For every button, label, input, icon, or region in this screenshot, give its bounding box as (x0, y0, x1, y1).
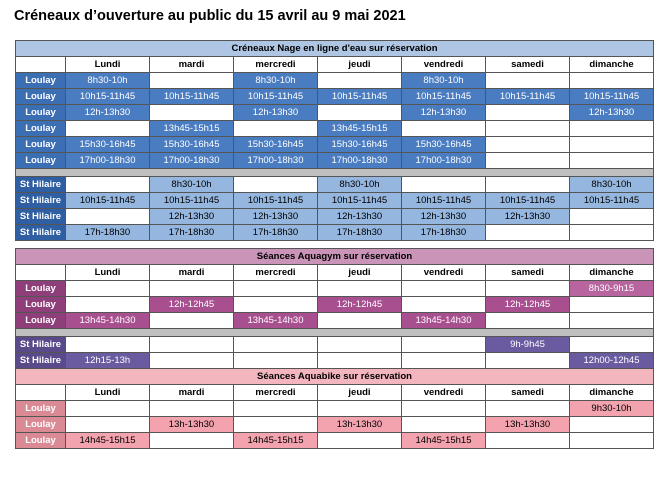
slot-cell: 13h45-14h30 (234, 313, 318, 329)
slot-cell: 14h45-15h15 (402, 433, 486, 449)
location-cell: Loulay (16, 153, 66, 169)
location-cell: Loulay (16, 105, 66, 121)
slot-cell: 10h15-11h45 (318, 89, 402, 105)
slot-cell (486, 433, 570, 449)
slot-cell (318, 337, 402, 353)
slot-cell: 12h-13h30 (570, 105, 654, 121)
slot-cell: 12h-13h30 (486, 209, 570, 225)
aquabike-section-header: Séances Aquabike sur réservation (16, 369, 654, 385)
slot-cell (150, 281, 234, 297)
slot-cell (150, 433, 234, 449)
slot-cell (570, 417, 654, 433)
slot-cell (402, 281, 486, 297)
slot-cell (570, 121, 654, 137)
slot-cell: 12h-13h30 (402, 209, 486, 225)
slot-cell (486, 105, 570, 121)
slot-cell: 12h-13h30 (402, 105, 486, 121)
location-cell: St Hilaire (16, 337, 66, 353)
slot-cell (234, 121, 318, 137)
slot-cell (486, 281, 570, 297)
slot-cell (570, 313, 654, 329)
slot-cell: 17h-18h30 (66, 225, 150, 241)
table-row (16, 433, 654, 449)
slot-cell: 13h45-15h15 (318, 121, 402, 137)
slot-cell (570, 137, 654, 153)
slot-cell: 8h30-10h (66, 73, 150, 89)
table-row (16, 89, 654, 105)
table-row (16, 209, 654, 225)
schedule-table (15, 40, 654, 449)
table-row (16, 193, 654, 209)
slot-cell (150, 105, 234, 121)
slot-cell: 10h15-11h45 (150, 193, 234, 209)
slot-cell: 12h00-12h45 (570, 353, 654, 369)
slot-cell: 12h-12h45 (486, 297, 570, 313)
slot-cell (234, 281, 318, 297)
slot-cell (402, 337, 486, 353)
slot-cell: 17h-18h30 (402, 225, 486, 241)
slot-cell (318, 105, 402, 121)
location-cell: St Hilaire (16, 353, 66, 369)
slot-cell: 17h-18h30 (234, 225, 318, 241)
slot-cell: 15h30-16h45 (66, 137, 150, 153)
slot-cell: 17h00-18h30 (150, 153, 234, 169)
slot-cell (234, 417, 318, 433)
day-header-2: mercredi (234, 385, 318, 401)
slot-cell: 13h-13h30 (318, 417, 402, 433)
slot-cell (150, 337, 234, 353)
slot-cell: 13h45-14h30 (402, 313, 486, 329)
slot-cell: 12h-13h30 (66, 105, 150, 121)
day-header-4: vendredi (402, 57, 486, 73)
slot-cell: 10h15-11h45 (66, 193, 150, 209)
slot-cell: 13h-13h30 (150, 417, 234, 433)
day-header-5: samedi (486, 57, 570, 73)
day-header-5: samedi (486, 385, 570, 401)
separator-row (16, 169, 654, 177)
slot-cell: 10h15-11h45 (234, 193, 318, 209)
slot-cell: 12h-12h45 (318, 297, 402, 313)
slot-cell: 15h30-16h45 (234, 137, 318, 153)
location-cell: Loulay (16, 89, 66, 105)
slot-cell (66, 209, 150, 225)
slot-cell (318, 401, 402, 417)
slot-cell: 12h-13h30 (234, 105, 318, 121)
slot-cell: 8h30-10h (402, 73, 486, 89)
slot-cell: 9h30-10h (570, 401, 654, 417)
slot-cell (486, 313, 570, 329)
location-cell: Loulay (16, 313, 66, 329)
location-cell: Loulay (16, 297, 66, 313)
slot-cell (318, 281, 402, 297)
slot-cell: 10h15-11h45 (486, 89, 570, 105)
separator-row (16, 241, 654, 249)
slot-cell (66, 297, 150, 313)
slot-cell: 8h30-10h (570, 177, 654, 193)
day-header-4: vendredi (402, 385, 486, 401)
slot-cell (402, 401, 486, 417)
page-title: Créneaux d’ouverture au public du 15 avril au 9 mai 2021 (14, 8, 406, 24)
slot-cell: 13h-13h30 (486, 417, 570, 433)
slot-cell: 10h15-11h45 (66, 89, 150, 105)
day-header-2: mercredi (234, 57, 318, 73)
slot-cell: 17h00-18h30 (234, 153, 318, 169)
slot-cell (486, 401, 570, 417)
table-row (16, 297, 654, 313)
slot-cell: 15h30-16h45 (318, 137, 402, 153)
slot-cell: 10h15-11h45 (486, 193, 570, 209)
slot-cell (570, 337, 654, 353)
slot-cell (234, 337, 318, 353)
slot-cell: 12h-12h45 (150, 297, 234, 313)
slot-cell: 8h30-10h (150, 177, 234, 193)
day-header-1: mardi (150, 265, 234, 281)
slot-cell (570, 73, 654, 89)
slot-cell: 14h45-15h15 (234, 433, 318, 449)
table-row (16, 177, 654, 193)
slot-cell (66, 401, 150, 417)
day-header-6: dimanche (570, 265, 654, 281)
table-row (16, 105, 654, 121)
slot-cell (234, 401, 318, 417)
corner-cell (16, 265, 66, 281)
slot-cell (66, 417, 150, 433)
slot-cell: 10h15-11h45 (402, 193, 486, 209)
location-cell: Loulay (16, 433, 66, 449)
location-cell: St Hilaire (16, 177, 66, 193)
nage-section-header: Créneaux Nage en ligne d'eau sur réservation (16, 41, 654, 57)
slot-cell (486, 121, 570, 137)
separator-row (16, 329, 654, 337)
table-row (16, 401, 654, 417)
slot-cell: 15h30-16h45 (402, 137, 486, 153)
corner-cell (16, 57, 66, 73)
day-header-6: dimanche (570, 57, 654, 73)
location-cell: St Hilaire (16, 193, 66, 209)
slot-cell (66, 177, 150, 193)
slot-cell (570, 297, 654, 313)
slot-cell (402, 297, 486, 313)
slot-cell (150, 313, 234, 329)
slot-cell (486, 177, 570, 193)
slot-cell: 12h15-13h (66, 353, 150, 369)
slot-cell: 8h30-10h (234, 73, 318, 89)
table-row (16, 417, 654, 433)
day-header-0: Lundi (66, 57, 150, 73)
table-row (16, 137, 654, 153)
slot-cell: 17h-18h30 (150, 225, 234, 241)
slot-cell (486, 73, 570, 89)
slot-cell (402, 177, 486, 193)
corner-cell (16, 385, 66, 401)
location-cell: St Hilaire (16, 225, 66, 241)
slot-cell (318, 353, 402, 369)
table-row (16, 353, 654, 369)
table-row (16, 121, 654, 137)
slot-cell: 12h-13h30 (318, 209, 402, 225)
day-header-4: vendredi (402, 265, 486, 281)
slot-cell: 17h00-18h30 (66, 153, 150, 169)
table-row (16, 337, 654, 353)
slot-cell (570, 153, 654, 169)
slot-cell: 17h00-18h30 (318, 153, 402, 169)
slot-cell (486, 225, 570, 241)
slot-cell: 12h-13h30 (150, 209, 234, 225)
slot-cell (570, 209, 654, 225)
slot-cell: 17h-18h30 (318, 225, 402, 241)
slot-cell (66, 281, 150, 297)
day-header-1: mardi (150, 57, 234, 73)
location-cell: Loulay (16, 281, 66, 297)
slot-cell (234, 177, 318, 193)
slot-cell (150, 401, 234, 417)
location-cell: Loulay (16, 73, 66, 89)
slot-cell: 17h00-18h30 (402, 153, 486, 169)
slot-cell: 10h15-11h45 (570, 193, 654, 209)
slot-cell: 10h15-11h45 (150, 89, 234, 105)
slot-cell: 15h30-16h45 (150, 137, 234, 153)
slot-cell (318, 433, 402, 449)
day-header-6: dimanche (570, 385, 654, 401)
aquagym-section-header: Séances Aquagym sur réservation (16, 249, 654, 265)
slot-cell (318, 313, 402, 329)
day-header-1: mardi (150, 385, 234, 401)
slot-cell (66, 121, 150, 137)
day-header-0: Lundi (66, 265, 150, 281)
day-header-3: jeudi (318, 265, 402, 281)
slot-cell (570, 433, 654, 449)
day-header-3: jeudi (318, 57, 402, 73)
slot-cell (402, 417, 486, 433)
table-row (16, 73, 654, 89)
slot-cell: 10h15-11h45 (570, 89, 654, 105)
slot-cell (234, 297, 318, 313)
table-row (16, 153, 654, 169)
location-cell: St Hilaire (16, 209, 66, 225)
slot-cell: 10h15-11h45 (234, 89, 318, 105)
slot-cell (486, 353, 570, 369)
slot-cell: 8h30-10h (318, 177, 402, 193)
slot-cell (486, 153, 570, 169)
slot-cell (150, 353, 234, 369)
slot-cell: 12h-13h30 (234, 209, 318, 225)
slot-cell: 14h45-15h15 (66, 433, 150, 449)
day-header-0: Lundi (66, 385, 150, 401)
day-header-3: jeudi (318, 385, 402, 401)
location-cell: Loulay (16, 137, 66, 153)
slot-cell (402, 353, 486, 369)
slot-cell (150, 73, 234, 89)
day-header-5: samedi (486, 265, 570, 281)
slot-cell (570, 225, 654, 241)
location-cell: Loulay (16, 401, 66, 417)
slot-cell (318, 73, 402, 89)
table-row (16, 313, 654, 329)
location-cell: Loulay (16, 121, 66, 137)
day-header-2: mercredi (234, 265, 318, 281)
table-row (16, 225, 654, 241)
slot-cell (66, 337, 150, 353)
slot-cell: 13h45-14h30 (66, 313, 150, 329)
slot-cell (402, 121, 486, 137)
location-cell: Loulay (16, 417, 66, 433)
slot-cell: 10h15-11h45 (402, 89, 486, 105)
slot-cell: 9h-9h45 (486, 337, 570, 353)
table-row (16, 281, 654, 297)
slot-cell: 10h15-11h45 (318, 193, 402, 209)
slot-cell (486, 137, 570, 153)
slot-cell: 8h30-9h15 (570, 281, 654, 297)
slot-cell: 13h45-15h15 (150, 121, 234, 137)
slot-cell (234, 353, 318, 369)
